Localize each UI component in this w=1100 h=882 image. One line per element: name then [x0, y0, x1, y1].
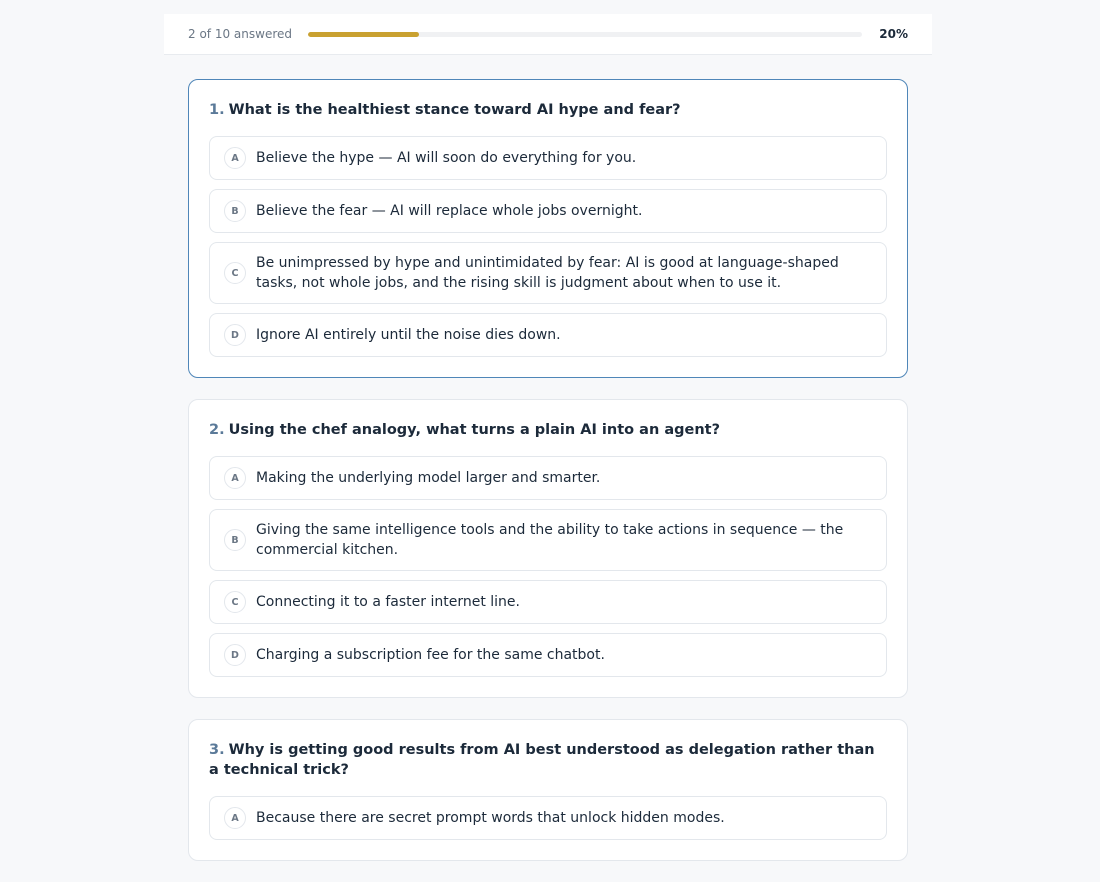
- question-text: Why is getting good results from AI best understood as delegation rather than a technical trick?: [209, 742, 875, 778]
- progress-header: [164, 14, 932, 55]
- progress-label: 2 of 10 answered: [188, 27, 292, 41]
- option-letter-badge: A: [224, 467, 246, 489]
- option-letter-badge: B: [224, 200, 246, 222]
- option-letter-badge: C: [224, 262, 246, 284]
- question-list: [188, 79, 908, 882]
- option-text: Believe the fear — AI will replace whole jobs overnight.: [256, 203, 643, 219]
- option-b[interactable]: [209, 509, 887, 571]
- option-text: Giving the same intelligence tools and the ability to take actions in sequence — the commercial kitchen.: [256, 522, 844, 558]
- option-letter-badge: D: [224, 324, 246, 346]
- option-text: Ignore AI entirely until the noise dies down.: [256, 327, 561, 343]
- question-number: 3.: [209, 742, 225, 758]
- option-d[interactable]: [209, 633, 887, 677]
- option-text: Because there are secret prompt words that unlock hidden modes.: [256, 810, 725, 826]
- option-text: Connecting it to a faster internet line.: [256, 594, 520, 610]
- question-card-2: [188, 399, 908, 698]
- option-a[interactable]: [209, 456, 887, 500]
- option-text: Charging a subscription fee for the same chatbot.: [256, 647, 605, 663]
- option-b[interactable]: [209, 189, 887, 233]
- option-c[interactable]: [209, 580, 887, 624]
- option-text: Be unimpressed by hype and unintimidated by fear: AI is good at language-shaped tasks, not whole jobs, and the rising skill is judgment about when to use it.: [256, 255, 839, 291]
- question-title: [209, 100, 887, 120]
- option-letter-badge: C: [224, 591, 246, 613]
- question-card-1: [188, 79, 908, 378]
- question-number: 2.: [209, 422, 225, 438]
- question-title: [209, 420, 887, 440]
- option-c[interactable]: [209, 242, 887, 304]
- progress-bar-fill: [308, 32, 419, 37]
- question-title: [209, 740, 887, 780]
- option-a[interactable]: [209, 136, 887, 180]
- option-d[interactable]: [209, 313, 887, 357]
- question-text: Using the chef analogy, what turns a plain AI into an agent?: [228, 422, 720, 438]
- option-text: Making the underlying model larger and smarter.: [256, 470, 601, 486]
- progress-percent: 20%: [879, 27, 908, 41]
- progress-bar: [308, 32, 862, 37]
- question-card-3: [188, 719, 908, 861]
- option-letter-badge: B: [224, 529, 246, 551]
- option-a[interactable]: [209, 796, 887, 840]
- question-text: What is the healthiest stance toward AI hype and fear?: [228, 102, 681, 118]
- question-number: 1.: [209, 102, 225, 118]
- option-text: Believe the hype — AI will soon do everything for you.: [256, 150, 637, 166]
- option-letter-badge: A: [224, 807, 246, 829]
- option-letter-badge: D: [224, 644, 246, 666]
- option-letter-badge: A: [224, 147, 246, 169]
